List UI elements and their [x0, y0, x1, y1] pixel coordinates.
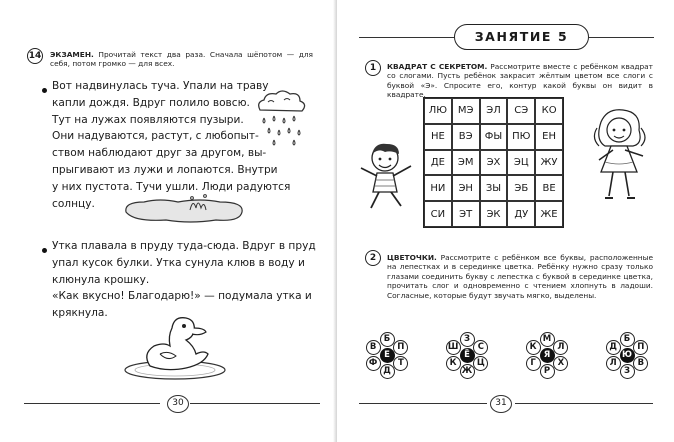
flower-petal: Ш [446, 340, 461, 355]
exercise-number-badge: 14 [27, 48, 43, 64]
flower-petal: Б [380, 332, 395, 347]
syllable-cell: НИ [424, 175, 452, 201]
syllable-cell: ЖЕ [535, 201, 563, 227]
page-footer-line [359, 403, 487, 404]
story-line: Вот надвинулась туча. Упали на траву [52, 80, 269, 92]
story-line: прыгивают из лужи и лопаются. Внутри [52, 163, 278, 176]
syllable-cell: НЕ [424, 124, 452, 150]
flower-petal: С [473, 340, 488, 355]
exam-instruction-title: ЭКЗАМЕН. [50, 50, 94, 59]
syllable-cell: СЭ [507, 98, 535, 124]
flower-petal: М [540, 332, 555, 347]
exam-instruction [50, 50, 313, 69]
page-number: 30 [167, 395, 189, 413]
syllable-cell: ЭТ [452, 201, 480, 227]
girl-illustration [583, 106, 653, 206]
story-line: упал кусок булки. Утка сунула клюв в воду и [52, 256, 305, 269]
flower-petal: К [526, 340, 541, 355]
syllable-cell: ЭН [452, 175, 480, 201]
syllable-cell: ЛЮ [424, 98, 452, 124]
exercise-number-badge: 2 [365, 250, 381, 266]
syllable-cell: ВЕ [535, 175, 563, 201]
flower-petal: Л [553, 340, 568, 355]
exercise-number-badge: 1 [365, 60, 381, 76]
flower-center: Е [380, 348, 395, 363]
page-footer-line [515, 403, 653, 404]
flowers-instruction [387, 253, 653, 300]
rain-cloud-illustration [250, 88, 310, 148]
flower-center: Ю [620, 348, 635, 363]
story-line: Они надуваются, растут, с любопыт- [52, 130, 259, 143]
syllable-cell: ВЭ [452, 124, 480, 150]
syllable-cell: ЭБ [507, 175, 535, 201]
story-line: Тут на лужах появляются пузыри. [52, 113, 244, 126]
exam-instruction-text: Прочитай текст два раза. Сначала шёпотом — для себя, потом громко — для всех. [50, 50, 313, 69]
square-instruction [387, 62, 653, 100]
syllable-cell: ЭХ [480, 150, 508, 176]
flower-petal: Т [393, 356, 408, 371]
right-page [337, 0, 674, 442]
page-footer-line [24, 403, 160, 404]
flower-petal: П [633, 340, 648, 355]
flower-center: Я [540, 348, 555, 363]
flowers-instruction-title: ЦВЕТОЧКИ. [387, 253, 437, 262]
flower-petal: Д [380, 364, 395, 379]
syllable-cell: ЭЛ [480, 98, 508, 124]
flower-petal: Б [620, 332, 635, 347]
story-line: ством наблюдают друг за другом, вы- [52, 147, 267, 160]
syllable-cell: ПЮ [507, 124, 535, 150]
syllable-cell: ДУ [507, 201, 535, 227]
lesson-title: ЗАНЯТИЕ 5 [454, 24, 589, 50]
flower-petal: Х [553, 356, 568, 371]
flower-petal: Д [606, 340, 621, 355]
syllable-cell: ЗЫ [480, 175, 508, 201]
syllable-square [423, 97, 564, 228]
syllable-cell: СИ [424, 201, 452, 227]
story-line: капли дождя. Вдруг полило вовсю. [52, 96, 250, 109]
story-line: «Как вкусно! Благодарю!» — подумала утка и [52, 290, 312, 303]
syllable-cell: ЭЦ [507, 150, 535, 176]
syllable-cell: ЭМ [452, 150, 480, 176]
flower-petal: К [446, 356, 461, 371]
square-instruction-title: КВАДРАТ С СЕКРЕТОМ. [387, 62, 488, 71]
flower-petal: Л [606, 356, 621, 371]
flowers-instruction-text: Рассмотрите с ребёнком все буквы, расположенные на лепестках и в серединке цветка. Ребёнку нужно сразу только глазами соединить букву с лепестка с буквой в серединке цветка, прочитать слог и одновременно с чтением хлопнуть в ладоши. Согласные, которые будут звучать мягко, выделены. [387, 253, 653, 300]
story-line: клюнула крошку. [52, 273, 150, 286]
flower-petal: Ф [366, 356, 381, 371]
syllable-cell: ЭК [480, 201, 508, 227]
flower-petal: П [393, 340, 408, 355]
title-line [359, 37, 454, 38]
flower-petal: Р [540, 364, 555, 379]
story-line: у них пустота. Тучи ушли. Люди радуются [52, 180, 291, 193]
flower-petal: Ж [460, 364, 475, 379]
flower-petal: В [633, 356, 648, 371]
bullet [42, 248, 47, 253]
flower-petal: З [620, 364, 635, 379]
title-line [589, 37, 654, 38]
page-footer-line [190, 403, 320, 404]
syllable-cell: ДЕ [424, 150, 452, 176]
story-line: Утка плавала в пруду туда-сюда. Вдруг в пруд [52, 240, 316, 252]
square-instruction-text: Рассмотрите вместе с ребёнком квадрат со слогами. Пусть ребёнок закрасит жёлтым цветом все слоги с буквой «Э». Спросите его, контур какой буквы он видит в квадрате. [387, 62, 653, 100]
syllable-cell: ЕН [535, 124, 563, 150]
flower-center: Ё [460, 348, 475, 363]
syllable-cell: КО [535, 98, 563, 124]
syllable-cell: ФЫ [480, 124, 508, 150]
story-line: крякнула. [52, 307, 108, 320]
puddle-illustration [120, 190, 250, 226]
flower-petal: В [366, 340, 381, 355]
flower-petal: Ц [473, 356, 488, 371]
bullet [42, 88, 47, 93]
syllable-cell: МЭ [452, 98, 480, 124]
page-number: 31 [490, 395, 512, 413]
story-line: солнцу. [52, 197, 95, 210]
syllable-cell: ЖУ [535, 150, 563, 176]
duck-illustration [120, 306, 230, 382]
flower-petal: З [460, 332, 475, 347]
flower-petal: Г [526, 356, 541, 371]
boy-illustration [355, 140, 419, 212]
